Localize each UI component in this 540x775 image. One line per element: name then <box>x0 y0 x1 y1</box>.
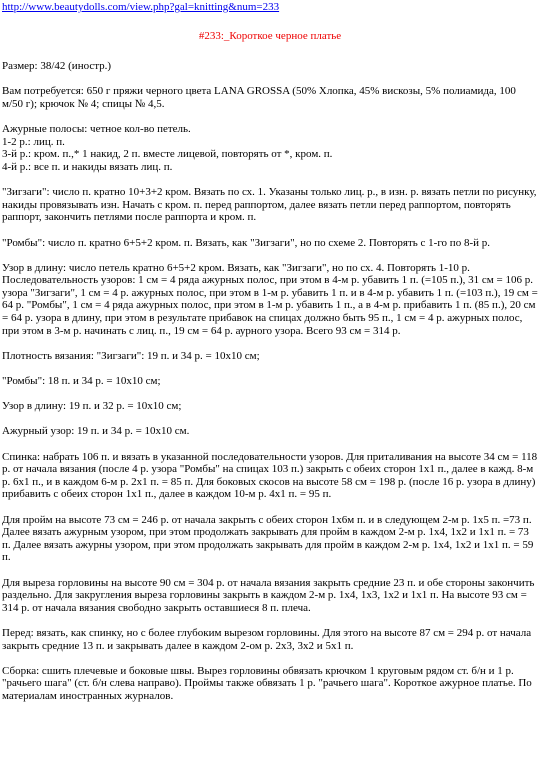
paragraph-line: Спинка: набрать 106 п. и вязать в указанной последовательности узоров. Для приталивания на высоте 34 см = 118 р. от начала вязания (после 4 р. узора "Ромбы" на спицах 103 п.) закрыть с обеих сторон 1x1 п., далее в кажд. 8-м р. 6x1 п., и в каждом 6-м р. 2x1 п. = 85 п. Для боковых скосов на высоте 58 см = 198 р. (после 16 р. узора в длину) прибавить с обеих сторон 1x1 п., далее в каждом 10-м р. 4x1 п. = 95 п. <box>2 450 538 501</box>
paragraph-line: Вам потребуется: 650 г пряжи черного цвета LANA GROSSA (50% Хлопка, 45% вискозы, 5% полиамида, 100 м/50 г); крючок № 4; спицы № 4,5. <box>2 85 516 110</box>
paragraph <box>2 514 538 564</box>
paragraph-line: "Ромбы": 18 п. и 34 р. = 10x10 см; <box>2 375 161 388</box>
paragraph <box>2 400 538 413</box>
paragraph-line: Узор в длину: число петель кратно 6+5+2 кром. Вязать, как "Зигзаги", но по сх. 4. Повторять 1-10 р. Последовательность узоров: 1 см = 4 ряда ажурных полос, при этом в 4-м р. убавить 1 п. (=105 п.), 31 см = 106 р. узора "Зигзаги", 1 см = 4 р. ажурных полос, при этом в 1-м р. убавить 1 п. и в 4-м р. убавить 1 п. (=103 п.), 19 см = 64 р. "Ромбы", 1 см = 4 ряда ажурных полос, при этом в 1-м р. убавить 1 п., а в 4-м р. прибавить 1 п. (85 п.), 20 см = 64 р. узора в длину, при этом в результате прибавок на спицах должно быть 95 п., 1 см = 4 р. ажурных полос, при этом в 3-м р. начинать с лиц. п., 19 см = 64 р. аурного узора. Всего 93 см = 314 р. <box>2 261 538 337</box>
paragraph-line: Перед: вязать, как спинку, но с более глубоким вырезом горловины. Для этого на высоте 87 см = 294 р. от начала закрыть средние 13 п. и закрывать далее в каждом 2-ом р. 2x3, 3x2 и 5x1 п. <box>2 626 532 652</box>
page-content <box>2 0 538 715</box>
paragraph-line: 1-2 р.: лиц. п. <box>2 135 65 148</box>
paragraph <box>2 237 538 250</box>
paragraph-line: Для выреза горловины на высоте 90 см = 304 р. от начала вязания закрыть средние 23 п. и обе стороны закончить раздельно. Для закругления выреза горловины закрыть в каждом 2-м р. 1x4, 1x3, 1x2 и 1x1 п. На высоте 93 см = 314 р. от начала вязания свободно закрыть оставшиеся 8 п. плеча. <box>2 576 535 614</box>
paragraph <box>2 262 538 338</box>
paragraph <box>2 577 538 615</box>
paragraph-line: Плотность вязания: "Зигзаги": 19 п. и 34 р. = 10x10 см; <box>2 349 260 362</box>
paragraph-line: Сборка: сшить плечевые и боковые швы. Вырез горловины обвязать крючком 1 круговым рядом ст. б/н и 1 р. "рачьего шага" (ст. б/н слева направо). Проймы также обвязать 1 р. "рачьего шага". Короткое ажурное платье. По материалам иностранных журналов. <box>2 664 532 702</box>
paragraph-line: "Зигзаги": число п. кратно 10+3+2 кром. Вязать по сх. 1. Указаны только лиц. р., в изн. р. вязать петли по рисунку, накиды провязывать изн. Начать с кром. п. перед раппортом, далее вязать петли перед раппортом, повторять раппорт, закончить петлями после раппорта и кром. п. <box>2 186 537 224</box>
source-url-link[interactable]: http://www.beautydolls.com/view.php?gal=knitting&num=233 <box>2 1 280 13</box>
paragraph-line: Ажурные полосы: четное кол-во петель. <box>2 123 191 136</box>
page-title: #233:_Короткое черное платье <box>198 29 342 42</box>
paragraph <box>2 60 538 73</box>
article-body <box>2 60 538 702</box>
paragraph-line: Ажурный узор: 19 п. и 34 р. = 10x10 см. <box>2 425 190 438</box>
paragraph-line: 3-й р.: кром. п.,* 1 накид, 2 п. вместе лицевой, повторять от *, кром. п. <box>2 148 333 161</box>
paragraph <box>2 627 538 652</box>
paragraph <box>2 451 538 501</box>
paragraph <box>2 123 538 173</box>
paragraph <box>2 186 538 224</box>
paragraph <box>2 665 538 703</box>
paragraph <box>2 425 538 438</box>
paragraph-line: 4-й р.: все п. и накиды вязать лиц. п. <box>2 160 173 173</box>
paragraph <box>2 375 538 388</box>
paragraph <box>2 350 538 363</box>
paragraph-line: Узор в длину: 19 п. и 32 р. = 10x10 см; <box>2 400 182 413</box>
paragraph-line: Размер: 38/42 (иностр.) <box>2 60 112 73</box>
paragraph-line: "Ромбы": число п. кратно 6+5+2 кром. п. Вязать, как "Зигзаги", но по схеме 2. Повторять с 1-го по 8-й р. <box>2 236 490 249</box>
paragraph-line: Для пройм на высоте 73 см = 246 р. от начала закрыть с обеих сторон 1x6м п. и в следующем 2-м р. 1x5 п. =73 п. Далее вязать ажурным узором, при этом продолжать закрывать для пройм в каждом 2-м р. 1x4, 1x2 и 1x1 п. = 73 п. Далее вязать ажурны узором, при этом продолжать закрывать для пройм в каждом 2-м р. 1x4, 1x2 и 1x1 п. = 59 п. <box>2 513 534 564</box>
paragraph <box>2 85 538 110</box>
